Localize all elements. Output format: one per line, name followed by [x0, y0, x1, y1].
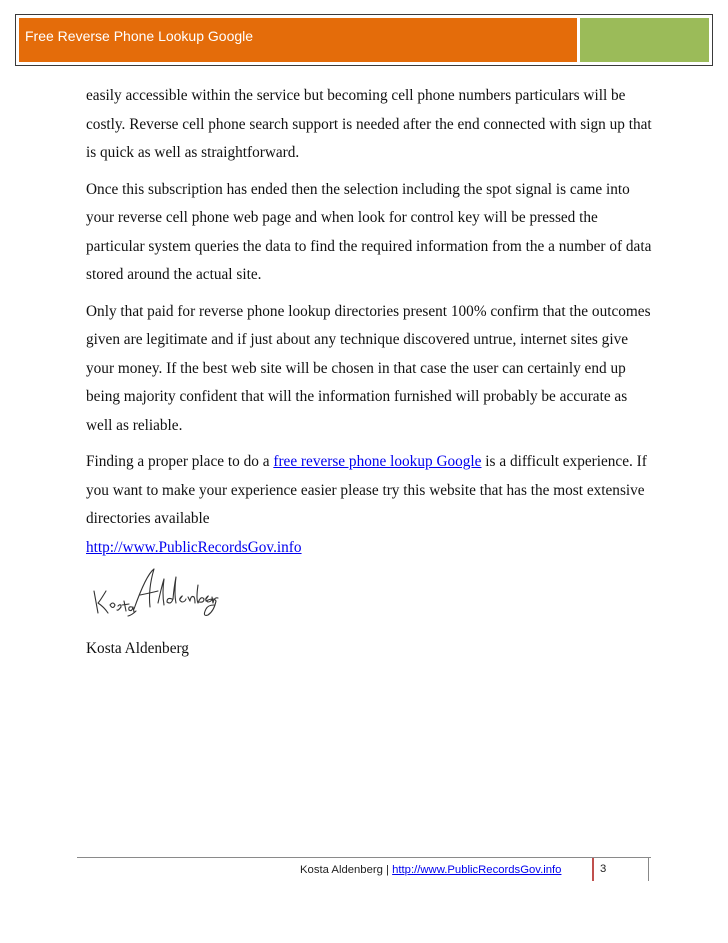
handwritten-signature — [88, 565, 220, 620]
free-reverse-phone-lookup-link[interactable]: free reverse phone lookup Google — [273, 453, 482, 470]
header-title-box — [19, 18, 577, 62]
paragraph-4 — [86, 448, 656, 562]
signer-name: Kosta Aldenberg — [86, 640, 189, 657]
footer-divider — [77, 857, 651, 858]
paragraph-4-text-start: Finding a proper place to do a — [86, 453, 274, 470]
paragraph-2: Once this subscription has ended then the selection including the spot signal is came into your reverse cell phone web page and when look for control key will be pressed the particular system queries the data to find the required information from the a number of data stored around the actual site. — [86, 180, 652, 283]
footer-author: Kosta Aldenberg — [300, 864, 383, 876]
document-body — [86, 82, 656, 570]
page-number-box — [592, 858, 649, 881]
page-number: 3 — [600, 863, 607, 875]
footer-separator: | — [382, 864, 393, 876]
public-records-url-link[interactable]: http://www.PublicRecordsGov.info — [86, 538, 302, 556]
paragraph-3: Only that paid for reverse phone lookup directories present 100% confirm that the outcomes given are legitimate and if just about any technique discovered untrue, internet sites give your money. If the best web site will be chosen in that case the user can certainly end up being majority confident that will the information furnished will probably be accurate as well as reliable. — [86, 302, 651, 434]
footer-text — [300, 864, 561, 876]
document-title: Free Reverse Phone Lookup Google — [25, 28, 254, 44]
footer-url-link[interactable]: http://www.PublicRecordsGov.info — [392, 864, 562, 876]
header-inner — [19, 18, 709, 62]
paragraph-1: easily accessible within the service but becoming cell phone numbers particulars will be costly. Reverse cell phone search support is needed after the end connected with sign up that is quick as well as straightforward. — [86, 87, 652, 161]
page-header — [15, 14, 713, 66]
header-accent-box — [580, 18, 709, 62]
paragraph-4-text-end: is a difficult experience. If you want to make your experience easier please try this website that has the most extensive directories available — [86, 453, 647, 527]
